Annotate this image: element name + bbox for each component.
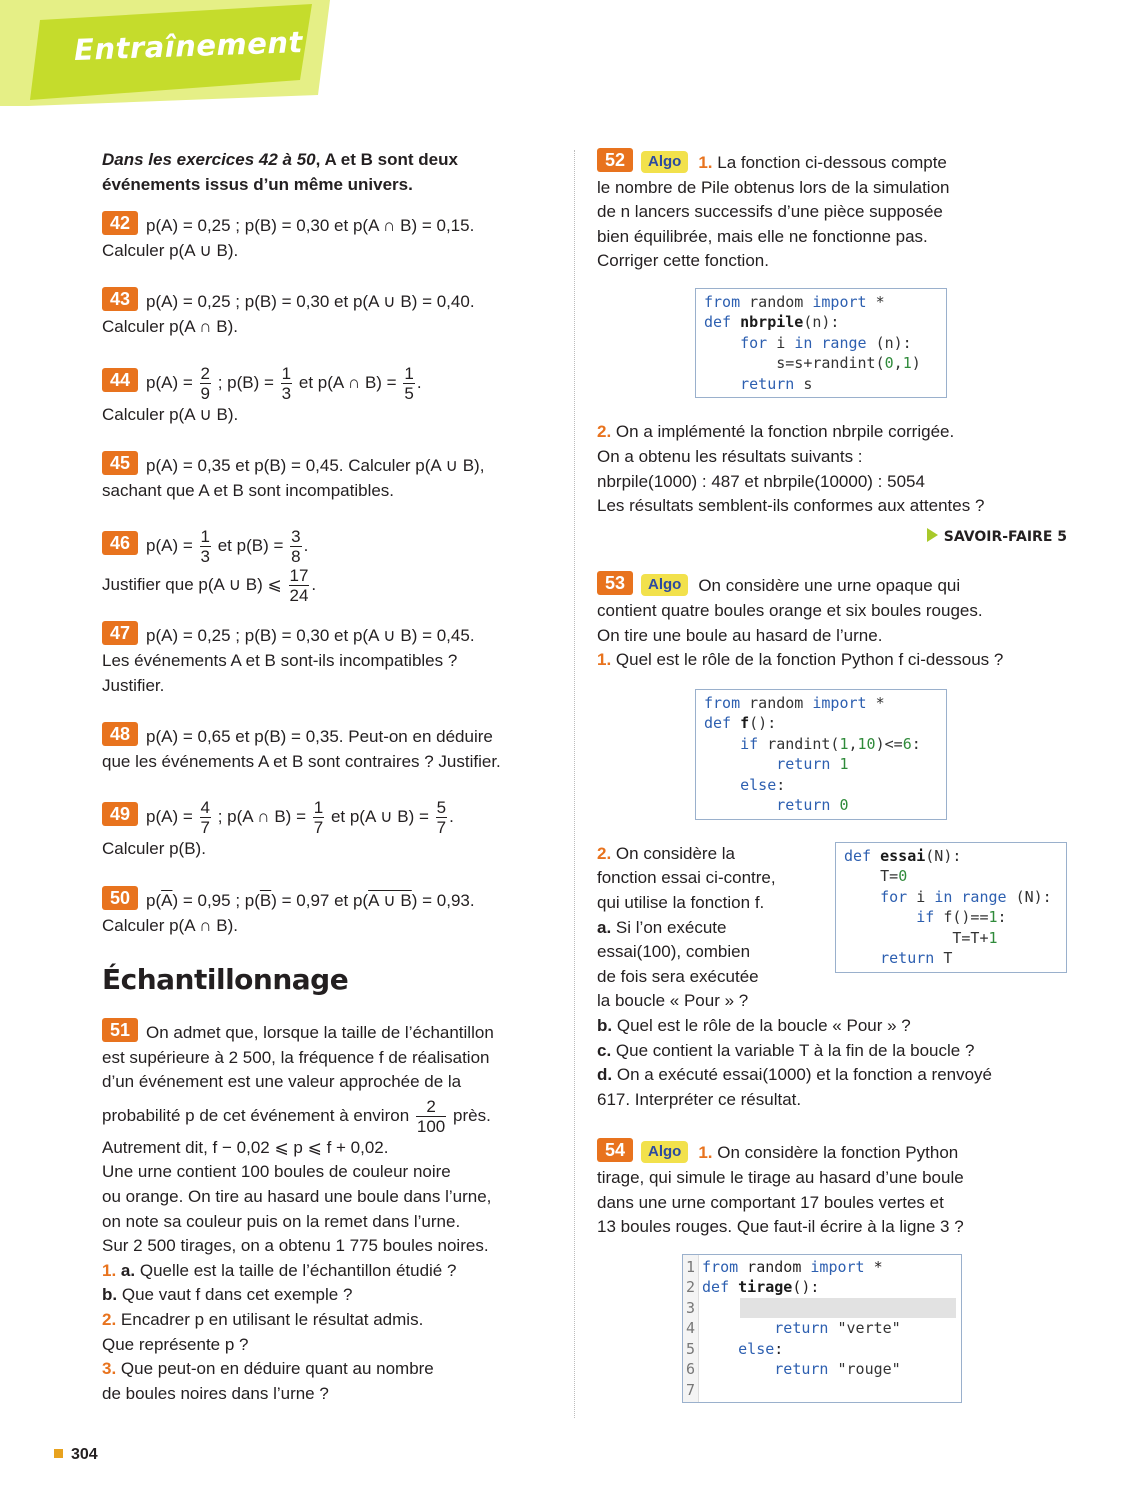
code-token: else	[704, 775, 777, 794]
question-text-2: fonction essai ci-contre,	[597, 868, 776, 888]
banner-title: Entraînement	[73, 25, 304, 67]
code-token: return	[702, 1360, 829, 1379]
code-token: def	[704, 714, 741, 733]
question-number: 2.	[102, 1310, 117, 1330]
savoir-faire-label: SAVOIR-FAIRE 5	[943, 528, 1067, 545]
exercise-text-8: nbrpile(1000) : 487 et nbrpile(10000) : 5054	[597, 471, 925, 491]
code-token: T	[934, 949, 953, 968]
text-part: ) = 0,95 ; p(	[172, 890, 260, 910]
fraction	[200, 364, 211, 403]
denominator: 3	[200, 547, 210, 567]
code-token: from	[702, 1257, 739, 1276]
code-token: (N):	[925, 846, 962, 865]
exercise-50	[102, 886, 558, 938]
code-token: return	[702, 1319, 829, 1338]
denominator: 7	[200, 818, 210, 838]
code-token: 0	[830, 796, 849, 815]
code-token: if	[844, 908, 935, 927]
exercise-text-2: est supérieure à 2 500, la fréquence f de réalisation	[102, 1047, 490, 1067]
pa-label: p(A) =	[146, 372, 193, 392]
exercise-question: Calculer p(A ∪ B).	[102, 240, 239, 260]
line-number: 1	[686, 1257, 696, 1276]
denominator: 24	[289, 586, 309, 606]
code-token: 10	[857, 734, 876, 753]
code-token: import	[810, 1257, 865, 1276]
exercise-text: La fonction ci-dessous compte	[717, 153, 947, 172]
intro-rest: , A et B sont deux événements issus d’un même univers.	[102, 150, 458, 194]
code-token: "rouge"	[828, 1360, 901, 1379]
fraction	[436, 798, 447, 837]
code-token: f	[740, 714, 750, 733]
code-token: 1	[839, 734, 849, 753]
code-token: (n):	[866, 333, 912, 352]
numerator: 5	[436, 798, 447, 818]
column-divider	[574, 150, 575, 1418]
exercise-52	[597, 148, 1067, 549]
pab-label: ; p(A ∩ B) =	[217, 807, 306, 827]
code-token: ,	[893, 354, 903, 373]
exercise-47	[102, 621, 558, 698]
code-token: )	[911, 354, 921, 373]
question-number: 1.	[597, 650, 612, 670]
exercise-question: Calculer p(A ∩ B).	[102, 316, 238, 336]
exercise-text-2: sachant que A et B sont incompatibles.	[102, 480, 395, 500]
numerator: 1	[404, 363, 414, 383]
exercise-question: Justifier que p(A ∪ B) ⩽	[102, 575, 282, 595]
exercise-text-6: Une urne contient 100 boules de couleur noire	[102, 1162, 451, 1182]
exercise-text-4: bien équilibrée, mais elle ne fonctionne pas.	[597, 226, 928, 246]
exercise-number: 44	[102, 368, 138, 392]
code-token: *	[866, 292, 885, 311]
code-token: ,	[848, 734, 858, 753]
sub-question-letter: a.	[597, 917, 612, 937]
exercise-number: 48	[102, 722, 138, 746]
exercise-text-7: On a obtenu les résultats suivants :	[597, 447, 863, 467]
question-number: 1.	[102, 1260, 117, 1280]
sub-question-letter: d.	[597, 1065, 613, 1085]
code-token: s	[794, 374, 813, 393]
exercise-text-5: Autrement dit, f − 0,02 ⩽ p ⩽ f + 0,02.	[102, 1137, 389, 1157]
code-token: def	[844, 846, 881, 865]
numerator: 17	[289, 566, 309, 586]
numerator: 2	[200, 363, 210, 383]
right-column	[597, 148, 1067, 1403]
fraction	[416, 1097, 446, 1136]
fraction	[281, 364, 292, 403]
line-number: 5	[686, 1339, 696, 1358]
exercise-text: p(A) = 0,65 et p(B) = 0,35. Peut-on en déduire	[146, 727, 493, 747]
exercise-text-5: Corriger cette fonction.	[597, 251, 769, 271]
exercise-number: 46	[102, 531, 138, 555]
sub-question-letter: c.	[597, 1040, 612, 1060]
code-token: for	[844, 887, 908, 906]
question-number: 3.	[102, 1359, 117, 1379]
numerator: 2	[416, 1097, 446, 1117]
exercise-text-3: On tire une boule au hasard de l’urne.	[597, 625, 883, 645]
code-token: 1	[988, 928, 998, 947]
exercise-question: Calculer p(B).	[102, 839, 206, 859]
sub-question-letter: a.	[120, 1260, 136, 1280]
code-token: def	[702, 1278, 739, 1297]
exercise-text-3: d’un événement est une valeur approchée de la	[102, 1072, 462, 1092]
numerator: 4	[200, 798, 210, 818]
code-token: import	[812, 292, 867, 311]
denominator: 7	[436, 818, 447, 838]
exercise-text-3: dans une urne comportant 17 boules vertes et	[597, 1192, 944, 1212]
fraction	[403, 364, 414, 403]
code-block-essai	[835, 842, 1067, 973]
exercise-number: 49	[102, 802, 138, 826]
code-token: nbrpile	[740, 313, 804, 332]
exercise-text: p(A) = 0,25 ; p(B) = 0,30 et p(A ∩ B) = 0,15.	[146, 216, 475, 236]
savoir-faire-link[interactable]	[597, 525, 1067, 550]
denominator: 100	[416, 1116, 446, 1136]
question-text: Quelle est la taille de l’échantillon étudié ?	[139, 1260, 457, 1280]
left-column	[102, 148, 558, 1430]
exercise-text-2: que les événements A et B sont contraires ? Justifier.	[102, 751, 501, 771]
exercise-text: p(A) = 0,35 et p(B) = 0,45. Calculer p(A ∪ B),	[146, 456, 485, 476]
algo-badge: Algo	[641, 1141, 688, 1163]
question-text-4: la boucle « Pour » ?	[597, 991, 749, 1011]
exercise-text-2: le nombre de Pile obtenus lors de la simulation	[597, 177, 950, 197]
algo-badge: Algo	[641, 574, 688, 596]
exercise-text: p(A) = 0,25 ; p(B) = 0,30 et p(A ∪ B) = 0,45.	[146, 626, 475, 646]
code-token: (N):	[1006, 887, 1052, 906]
fraction	[200, 527, 211, 566]
blank-line-3-highlight	[740, 1298, 956, 1319]
code-token: tirage	[738, 1278, 793, 1297]
code-token: f()==	[934, 908, 989, 927]
exercise-text-4: 13 boules rouges. Que faut-il écrire à la ligne 3 ?	[597, 1217, 964, 1237]
exercise-43	[102, 287, 558, 339]
code-token: (n):	[803, 313, 840, 332]
code-token: 1	[830, 755, 849, 774]
exercise-number: 52	[597, 148, 633, 172]
sub-question-letter: b.	[102, 1285, 118, 1305]
exercise-text-9: Sur 2 500 tirages, on a obtenu 1 775 boules noires.	[102, 1236, 489, 1256]
code-token: for	[704, 333, 768, 352]
question-text-3: de fois sera exécutée	[597, 966, 759, 986]
exercise-text: p(A) = 0,25 ; p(B) = 0,30 et p(A ∪ B) = 0,40.	[146, 292, 475, 312]
line-number: 7	[686, 1380, 696, 1399]
exercise-text-4: probabilité p de cet événement à environ	[102, 1105, 410, 1125]
code-token: in	[934, 887, 953, 906]
text-part: p(	[146, 890, 162, 910]
question-text-2: essai(100), combien	[597, 942, 751, 962]
code-token: else	[702, 1339, 775, 1358]
fraction	[200, 798, 211, 837]
question-text: Quel est le rôle de la fonction Python f ci-dessous ?	[615, 650, 1004, 670]
exercises-intro	[102, 148, 558, 197]
exercise-text-3: de n lancers successifs d’une pièce supposée	[597, 202, 943, 222]
code-block-tirage	[682, 1254, 962, 1404]
exercise-text-4b: près.	[453, 1105, 491, 1125]
paub-label: et p(A ∪ B) =	[330, 807, 429, 827]
page-number	[54, 1443, 98, 1468]
question-number: 2.	[597, 422, 612, 442]
section-title: Échantillonnage	[102, 963, 349, 997]
question-text: Si l’on exécute	[615, 917, 727, 937]
code-token: s=s+randint(	[704, 354, 885, 373]
exercise-number: 54	[597, 1138, 633, 1162]
exercise-text-8: on note sa couleur puis on la remet dans l’urne.	[102, 1211, 461, 1231]
exercise-text-2: tirage, qui simule le tirage au hasard d’une boule	[597, 1167, 964, 1187]
code-token: return	[704, 374, 795, 393]
code-token: from	[704, 693, 741, 712]
denominator: 3	[281, 383, 292, 403]
question-text: Que peut-on en déduire quant au nombre	[120, 1359, 434, 1379]
code-block-f	[695, 689, 947, 820]
exercise-text: On considère la fonction Python	[717, 1143, 959, 1163]
a-bar: $\overline{A}$	[161, 890, 173, 910]
exercise-number: 50	[102, 886, 138, 910]
exercise-number: 51	[102, 1018, 138, 1042]
code-token: *	[866, 693, 885, 712]
exercise-number: 45	[102, 451, 138, 475]
code-token: import	[812, 693, 867, 712]
text-part: ) = 0,93.	[411, 890, 475, 910]
code-token: random	[740, 693, 813, 712]
exercise-42	[102, 211, 558, 263]
pa-label: p(A) =	[146, 807, 193, 827]
aub-bar: A ∪ B	[368, 890, 412, 910]
code-block-nbrpile	[695, 288, 947, 399]
play-triangle-icon	[927, 528, 938, 542]
denominator: 9	[200, 383, 210, 403]
line-number: 4	[686, 1319, 696, 1338]
fraction	[290, 527, 301, 566]
code-token: :	[774, 1339, 784, 1358]
code-token: from	[704, 292, 741, 311]
exercise-44: 44 p(A) = $\frac{2}{9}$ ; p(B) = $\frac{1}{3}$ et p(A ∩ B) = $\frac{1}{5}$ . Calculer p(A ∪ B).	[102, 364, 558, 428]
code-token: :	[911, 734, 921, 753]
exercise-48	[102, 722, 558, 774]
code-token: 0	[898, 867, 908, 886]
pb-label: et p(B) =	[217, 536, 284, 556]
code-token: i	[767, 333, 795, 352]
question-text-3: qui utilise la fonction f.	[597, 893, 765, 912]
code-token: randint(	[758, 734, 840, 753]
code-token: in	[794, 333, 813, 352]
question-text-2: de boules noires dans l’urne ?	[102, 1383, 329, 1403]
question-text-2: 617. Interpréter ce résultat.	[597, 1089, 802, 1109]
exercise-number: 53	[597, 571, 633, 595]
sub-question-letter: b.	[597, 1015, 613, 1035]
line-numbers	[683, 1255, 699, 1403]
exercise-text-3: Justifier.	[102, 675, 165, 695]
algo-badge: Algo	[641, 151, 688, 173]
text-part: ) = 0,97 et p(	[271, 890, 369, 910]
line-number: 2	[686, 1278, 696, 1297]
denominator: 5	[404, 383, 414, 403]
intro-lead: Dans les exercices 42 à 50	[102, 150, 316, 169]
exercise-49: 49 p(A) = $\frac{4}{7}$ ; p(A ∩ B) = $\frac{1}{7}$ et p(A ∪ B) = $\frac{5}{7}$ . Calculer p(B).	[102, 798, 558, 862]
code-token: T=T+	[844, 928, 989, 947]
exercise-text-6: On a implémenté la fonction nbrpile corrigée.	[615, 422, 955, 442]
page-marker-square	[54, 1449, 63, 1458]
exercise-number: 42	[102, 211, 138, 235]
code-token: return	[844, 949, 935, 968]
code-token: ():	[792, 1278, 820, 1297]
code-token: random	[738, 1257, 811, 1276]
code-token: ():	[749, 714, 777, 733]
exercise-text: On considère une urne opaque qui	[698, 576, 961, 596]
code-token: "verte"	[828, 1319, 901, 1338]
denominator: 8	[291, 547, 301, 567]
numerator: 1	[313, 798, 324, 818]
exercise-text-7: ou orange. On tire au hasard une boule dans l’urne,	[102, 1187, 492, 1207]
exercise-number: 43	[102, 287, 138, 311]
exercise-53	[597, 571, 1067, 1112]
exercise-46: 46 p(A) = $\frac{1}{3}$ et p(B) = $\frac{3}{8}$ . Justifier que p(A ∪ B) ⩽ $\frac{17}{24}$ .	[102, 527, 317, 606]
exercise-54	[597, 1138, 1067, 1403]
exercise-51	[102, 1018, 558, 1406]
code-token: if	[704, 734, 759, 753]
question-text: Que vaut f dans cet exemple ?	[121, 1285, 353, 1305]
code-token: )<=	[875, 734, 903, 753]
code-token: def	[704, 313, 741, 332]
question-text: Encadrer p en utilisant le résultat admis.	[120, 1310, 424, 1330]
code-token: :	[997, 908, 1007, 927]
fraction	[289, 566, 310, 605]
code-token: 6	[902, 734, 912, 753]
denominator: 7	[313, 818, 324, 838]
code-token: range	[812, 333, 867, 352]
page-number-text: 304	[71, 1446, 98, 1463]
line-number: 6	[686, 1360, 696, 1379]
pa-label: p(A) =	[146, 536, 193, 556]
code-token: 0	[884, 354, 894, 373]
question-text: Que contient la variable T à la fin de la boucle ?	[615, 1040, 975, 1060]
question-number: 1.	[698, 1143, 713, 1163]
pab-label: et p(A ∩ B) =	[298, 372, 397, 392]
code-token: random	[740, 292, 813, 311]
exercise-text: On admet que, lorsque la taille de l’échantillon	[146, 1023, 494, 1043]
b-bar: $\overline{B}$	[259, 890, 272, 910]
code-token: return	[704, 796, 831, 815]
code-token: :	[776, 775, 786, 794]
question-text: Quel est le rôle de la boucle « Pour » ?	[616, 1015, 911, 1035]
question-number: 2.	[597, 843, 612, 863]
code-lines	[699, 1255, 961, 1403]
code-token: 1	[902, 354, 912, 373]
exercise-45	[102, 451, 558, 503]
code-token: essai	[880, 846, 926, 865]
code-token: T=	[844, 867, 899, 886]
exercise-text-9: Les résultats semblent-ils conformes aux attentes ?	[597, 496, 985, 516]
question-text-2: Que représente p ?	[102, 1334, 249, 1354]
question-number: 1.	[698, 153, 713, 172]
code-token: range	[952, 887, 1007, 906]
line-number: 3	[686, 1298, 696, 1317]
question-text: On a exécuté essai(1000) et la fonction a renvoyé	[616, 1065, 993, 1085]
pb-label: ; p(B) =	[217, 372, 274, 392]
exercise-text-2: Les événements A et B sont-ils incompatibles ?	[102, 650, 458, 670]
code-token: i	[907, 887, 935, 906]
exercise-question: Calculer p(A ∩ B).	[102, 915, 238, 935]
code-token: return	[704, 755, 831, 774]
exercise-number: 47	[102, 621, 138, 645]
exercise-text-2: contient quatre boules orange et six boules rouges.	[597, 601, 983, 621]
code-token: *	[864, 1257, 883, 1276]
exercise-question: Calculer p(A ∪ B).	[102, 404, 239, 424]
code-token: 1	[988, 908, 998, 927]
numerator: 1	[281, 363, 292, 383]
question-text: On considère la	[615, 843, 735, 863]
fraction	[313, 798, 324, 837]
numerator: 1	[200, 527, 210, 547]
numerator: 3	[291, 527, 301, 547]
